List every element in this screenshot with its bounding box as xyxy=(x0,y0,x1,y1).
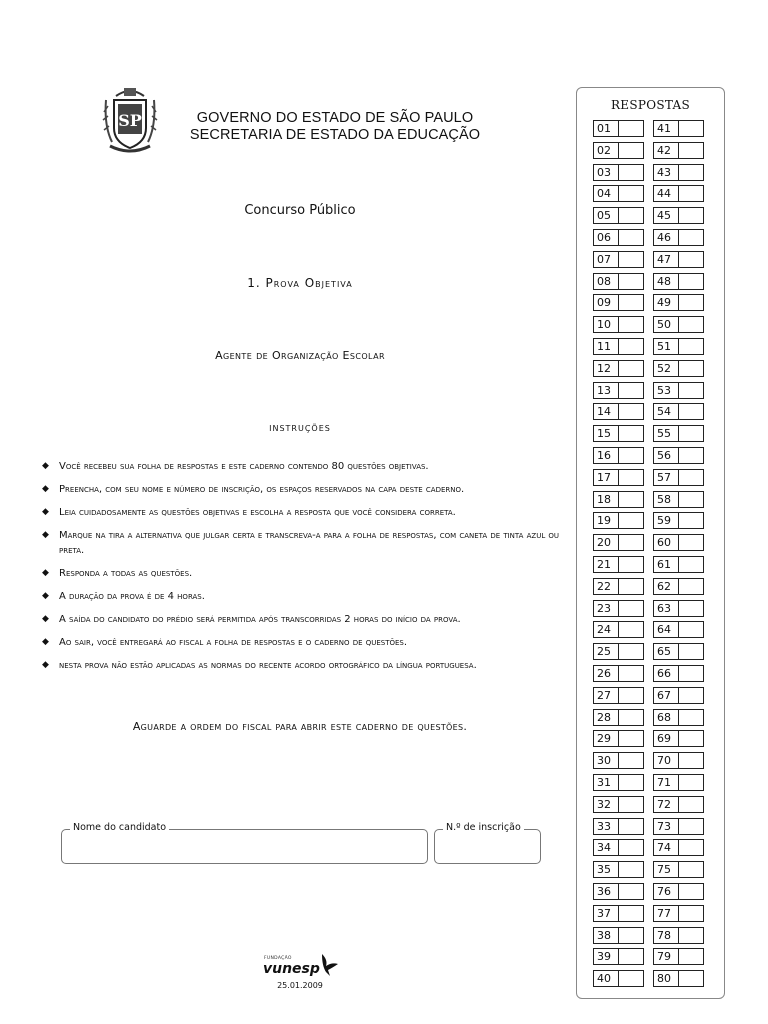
question-number: 47 xyxy=(653,251,679,268)
question-number: 32 xyxy=(593,796,619,813)
answer-box[interactable] xyxy=(618,338,644,355)
diamond-bullet-icon: ◆ xyxy=(42,591,49,601)
answer-box[interactable] xyxy=(678,709,704,726)
answer-box[interactable] xyxy=(618,491,644,508)
diamond-bullet-icon: ◆ xyxy=(42,614,49,624)
answer-box[interactable] xyxy=(618,316,644,333)
question-number: 23 xyxy=(593,600,619,617)
answer-box[interactable] xyxy=(618,164,644,181)
answer-strip xyxy=(576,87,725,999)
question-number: 60 xyxy=(653,534,679,551)
answer-box[interactable] xyxy=(618,927,644,944)
prova-title: 1. Prova Objetiva xyxy=(247,276,353,290)
answer-box[interactable] xyxy=(678,120,704,137)
question-number: 04 xyxy=(593,185,619,202)
question-number: 45 xyxy=(653,207,679,224)
diamond-bullet-icon: ◆ xyxy=(42,530,49,540)
logo-foundation-text: FUNDAÇÃO xyxy=(264,956,292,961)
answer-box[interactable] xyxy=(678,927,704,944)
answer-box[interactable] xyxy=(618,883,644,900)
question-number: 75 xyxy=(653,861,679,878)
question-number: 17 xyxy=(593,469,619,486)
answer-box[interactable] xyxy=(678,403,704,420)
question-number: 43 xyxy=(653,164,679,181)
question-number: 71 xyxy=(653,774,679,791)
answer-box[interactable] xyxy=(618,970,644,987)
answer-box[interactable] xyxy=(678,796,704,813)
answer-box[interactable] xyxy=(678,251,704,268)
question-number: 62 xyxy=(653,578,679,595)
answer-box[interactable] xyxy=(618,643,644,660)
question-number: 30 xyxy=(593,752,619,769)
question-number: 80 xyxy=(653,970,679,987)
question-number: 55 xyxy=(653,425,679,442)
vunesp-logo xyxy=(258,950,348,980)
answer-box[interactable] xyxy=(678,687,704,704)
header-line-1: GOVERNO DO ESTADO DE SÃO PAULO xyxy=(196,110,474,126)
answer-box[interactable] xyxy=(618,360,644,377)
logo-name: vunesp xyxy=(263,961,320,977)
answer-box[interactable] xyxy=(678,316,704,333)
question-number: 18 xyxy=(593,491,619,508)
answer-box[interactable] xyxy=(618,229,644,246)
question-number: 46 xyxy=(653,229,679,246)
answer-box[interactable] xyxy=(618,709,644,726)
seal-letters: SP xyxy=(118,111,142,130)
government-header xyxy=(170,110,500,144)
answer-box[interactable] xyxy=(618,861,644,878)
answer-box[interactable] xyxy=(678,752,704,769)
question-number: 40 xyxy=(593,970,619,987)
diamond-bullet-icon: ◆ xyxy=(42,568,49,578)
instruction-item: ◆ nesta prova não estão aplicadas as normas do recente acordo ortográfico da língua portuguesa. xyxy=(42,660,477,671)
question-number: 07 xyxy=(593,251,619,268)
answer-box[interactable] xyxy=(618,600,644,617)
candidate-name-field[interactable] xyxy=(61,822,428,864)
question-number: 05 xyxy=(593,207,619,224)
answer-box[interactable] xyxy=(618,752,644,769)
concurso-title: Concurso Público xyxy=(244,203,356,218)
answer-box[interactable] xyxy=(618,382,644,399)
answer-box[interactable] xyxy=(678,948,704,965)
answer-box[interactable] xyxy=(618,534,644,551)
answer-box[interactable] xyxy=(678,382,704,399)
question-number: 61 xyxy=(653,556,679,573)
instruction-item: ◆ Leia cuidadosamente as questões objetivas e escolha a resposta que você considera correta. xyxy=(42,507,456,518)
question-number: 03 xyxy=(593,164,619,181)
question-number: 08 xyxy=(593,273,619,290)
instruction-item: ◆ Marque na tira a alternativa que julgar certa e transcreva-a para a folha de respostas, com caneta de tinta azul ou preta. xyxy=(42,530,560,556)
question-number: 16 xyxy=(593,447,619,464)
answer-box[interactable] xyxy=(618,578,644,595)
diamond-bullet-icon: ◆ xyxy=(42,507,49,517)
diamond-bullet-icon: ◆ xyxy=(42,660,49,670)
question-number: 53 xyxy=(653,382,679,399)
question-number: 29 xyxy=(593,730,619,747)
question-number: 12 xyxy=(593,360,619,377)
answer-box[interactable] xyxy=(678,621,704,638)
question-number: 56 xyxy=(653,447,679,464)
answer-box[interactable] xyxy=(618,512,644,529)
answer-box[interactable] xyxy=(678,861,704,878)
answer-box[interactable] xyxy=(678,905,704,922)
answer-box[interactable] xyxy=(618,839,644,856)
question-number: 37 xyxy=(593,905,619,922)
question-number: 31 xyxy=(593,774,619,791)
answer-box[interactable] xyxy=(618,730,644,747)
question-number: 77 xyxy=(653,905,679,922)
exam-date: 25.01.2009 xyxy=(277,981,323,990)
answer-box[interactable] xyxy=(678,578,704,595)
answer-box[interactable] xyxy=(678,491,704,508)
question-number: 49 xyxy=(653,294,679,311)
answer-box[interactable] xyxy=(678,774,704,791)
instruction-item: ◆ A duração da prova é de 4 horas. xyxy=(42,591,205,602)
question-number: 13 xyxy=(593,382,619,399)
question-number: 39 xyxy=(593,948,619,965)
question-number: 72 xyxy=(653,796,679,813)
question-number: 02 xyxy=(593,142,619,159)
question-number: 79 xyxy=(653,948,679,965)
question-number: 76 xyxy=(653,883,679,900)
answer-box[interactable] xyxy=(618,948,644,965)
answer-box[interactable] xyxy=(678,970,704,987)
answer-box[interactable] xyxy=(678,447,704,464)
answer-strip-title: RESPOSTAS xyxy=(610,98,691,112)
answer-box[interactable] xyxy=(678,360,704,377)
answer-box[interactable] xyxy=(678,425,704,442)
question-number: 10 xyxy=(593,316,619,333)
question-number: 70 xyxy=(653,752,679,769)
answer-box[interactable] xyxy=(618,142,644,159)
registration-number-field[interactable] xyxy=(434,822,541,864)
instruction-item: ◆ Você recebeu sua folha de respostas e este caderno contendo 80 questões objetivas. xyxy=(42,461,429,472)
answer-box[interactable] xyxy=(678,469,704,486)
answer-box[interactable] xyxy=(678,512,704,529)
question-number: 09 xyxy=(593,294,619,311)
instructions-title: instruções xyxy=(269,421,331,434)
question-number: 19 xyxy=(593,512,619,529)
candidate-name-label: Nome do candidato xyxy=(70,822,169,833)
question-number: 25 xyxy=(593,643,619,660)
answer-box[interactable] xyxy=(678,229,704,246)
header-line-2: SECRETARIA DE ESTADO DA EDUCAÇÃO xyxy=(189,127,481,143)
answer-box[interactable] xyxy=(678,338,704,355)
diamond-bullet-icon: ◆ xyxy=(42,461,49,471)
question-number: 28 xyxy=(593,709,619,726)
answer-box[interactable] xyxy=(678,273,704,290)
answer-box[interactable] xyxy=(618,251,644,268)
question-number: 73 xyxy=(653,818,679,835)
question-number: 51 xyxy=(653,338,679,355)
question-number: 22 xyxy=(593,578,619,595)
question-number: 69 xyxy=(653,730,679,747)
question-number: 35 xyxy=(593,861,619,878)
question-number: 68 xyxy=(653,709,679,726)
question-number: 66 xyxy=(653,665,679,682)
question-number: 48 xyxy=(653,273,679,290)
answer-box[interactable] xyxy=(618,905,644,922)
answer-box[interactable] xyxy=(678,534,704,551)
question-number: 67 xyxy=(653,687,679,704)
question-number: 57 xyxy=(653,469,679,486)
question-number: 42 xyxy=(653,142,679,159)
answer-box[interactable] xyxy=(618,556,644,573)
question-number: 74 xyxy=(653,839,679,856)
question-number: 65 xyxy=(653,643,679,660)
answer-box[interactable] xyxy=(678,142,704,159)
answer-box[interactable] xyxy=(618,469,644,486)
question-number: 36 xyxy=(593,883,619,900)
answer-box[interactable] xyxy=(618,447,644,464)
answer-box[interactable] xyxy=(678,883,704,900)
question-number: 06 xyxy=(593,229,619,246)
answer-box[interactable] xyxy=(618,273,644,290)
question-number: 11 xyxy=(593,338,619,355)
question-number: 59 xyxy=(653,512,679,529)
answer-box[interactable] xyxy=(618,185,644,202)
instruction-item: ◆ Preencha, com seu nome e número de inscrição, os espaços reservados na capa deste caderno. xyxy=(42,484,465,495)
question-number: 27 xyxy=(593,687,619,704)
instructions-list xyxy=(42,459,562,681)
question-number: 38 xyxy=(593,927,619,944)
registration-number-label: N.º de inscrição xyxy=(443,822,524,833)
answer-box[interactable] xyxy=(618,294,644,311)
question-number: 21 xyxy=(593,556,619,573)
answer-box[interactable] xyxy=(678,164,704,181)
question-number: 33 xyxy=(593,818,619,835)
answer-box[interactable] xyxy=(618,687,644,704)
question-number: 15 xyxy=(593,425,619,442)
answer-box[interactable] xyxy=(618,665,644,682)
question-number: 50 xyxy=(653,316,679,333)
answer-box[interactable] xyxy=(678,730,704,747)
question-number: 41 xyxy=(653,120,679,137)
answer-box[interactable] xyxy=(618,774,644,791)
answer-box[interactable] xyxy=(678,600,704,617)
question-number: 26 xyxy=(593,665,619,682)
answer-box[interactable] xyxy=(678,818,704,835)
question-number: 20 xyxy=(593,534,619,551)
instruction-item: ◆ A saída do candidato do prédio será permitida após transcorridas 2 horas do início da prova. xyxy=(42,614,461,625)
answer-box[interactable] xyxy=(618,796,644,813)
question-number: 14 xyxy=(593,403,619,420)
question-number: 52 xyxy=(653,360,679,377)
instruction-item: ◆ Ao sair, você entregará ao fiscal a folha de respostas e o caderno de questões. xyxy=(42,637,408,648)
answer-box[interactable] xyxy=(678,185,704,202)
answer-box[interactable] xyxy=(678,643,704,660)
answer-box[interactable] xyxy=(618,818,644,835)
answer-box[interactable] xyxy=(678,556,704,573)
question-number: 54 xyxy=(653,403,679,420)
answer-box[interactable] xyxy=(618,425,644,442)
wait-notice: Aguarde a ordem do fiscal para abrir este caderno de questões. xyxy=(132,720,468,733)
question-number: 63 xyxy=(653,600,679,617)
answer-box[interactable] xyxy=(678,207,704,224)
answer-box[interactable] xyxy=(678,294,704,311)
question-number: 24 xyxy=(593,621,619,638)
answer-box[interactable] xyxy=(618,207,644,224)
question-number: 01 xyxy=(593,120,619,137)
diamond-bullet-icon: ◆ xyxy=(42,484,49,494)
question-number: 58 xyxy=(653,491,679,508)
diamond-bullet-icon: ◆ xyxy=(42,637,49,647)
answer-box[interactable] xyxy=(618,403,644,420)
cargo-title: Agente de Organização Escolar xyxy=(215,349,385,362)
question-number: 78 xyxy=(653,927,679,944)
answer-box[interactable] xyxy=(678,839,704,856)
answer-box[interactable] xyxy=(618,621,644,638)
question-number: 64 xyxy=(653,621,679,638)
sao-paulo-coat-of-arms xyxy=(102,86,158,158)
question-number: 44 xyxy=(653,185,679,202)
question-number: 34 xyxy=(593,839,619,856)
answer-box[interactable] xyxy=(678,665,704,682)
vunesp-bird-icon xyxy=(318,952,340,978)
instruction-item: ◆ Responda a todas as questões. xyxy=(42,568,193,579)
answer-box[interactable] xyxy=(618,120,644,137)
